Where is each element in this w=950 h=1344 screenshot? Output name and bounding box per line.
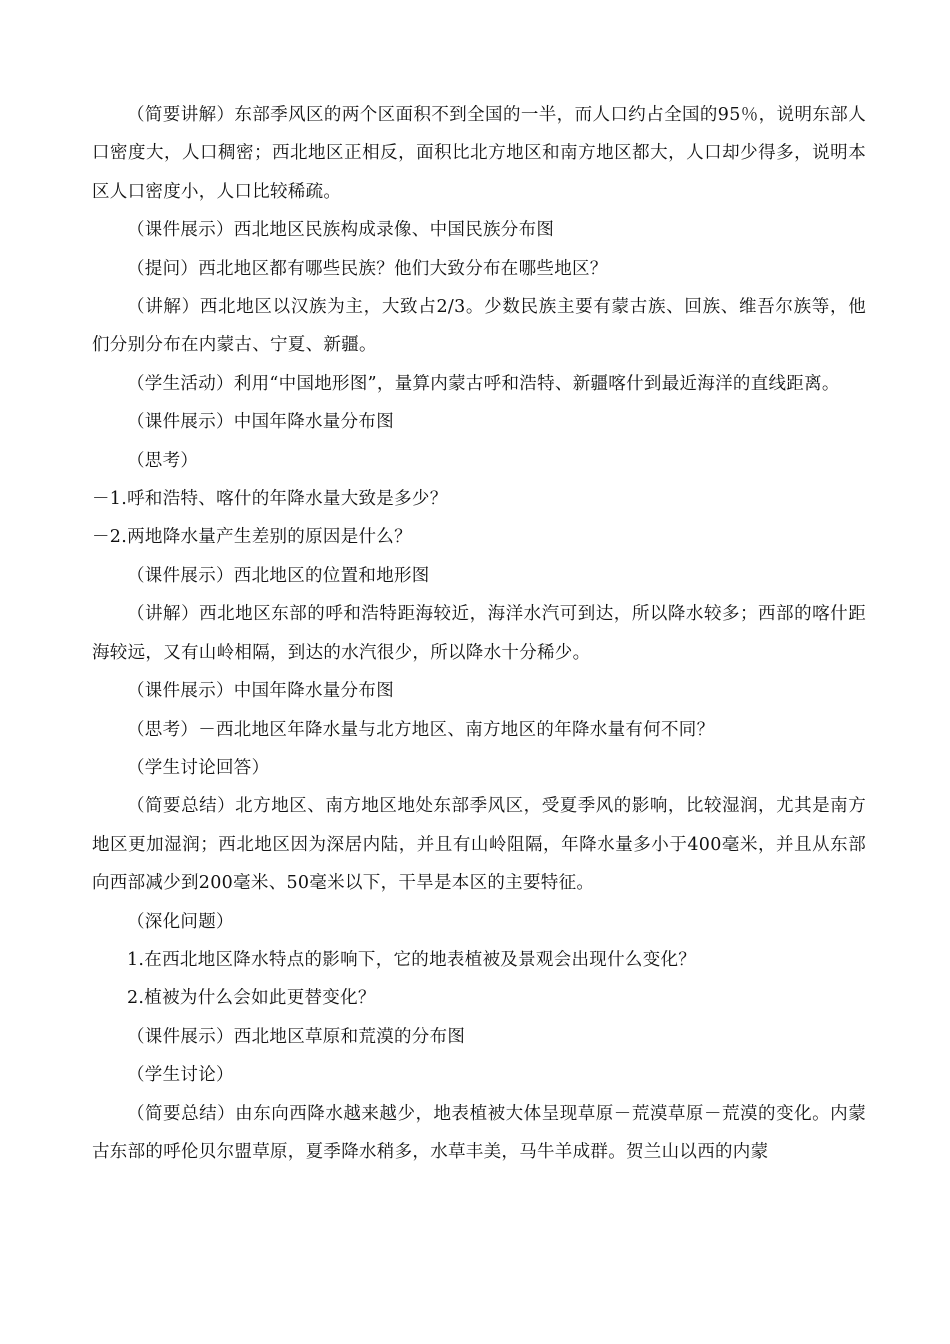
paragraph-think-item-2: －2.两地降水量产生差别的原因是什么？ — [92, 527, 412, 548]
paragraph-deepening-question-2: 2.植被为什么会如此更替变化？ — [127, 988, 376, 1009]
paragraph-question-ethnic-groups: （提问）西北地区都有哪些民族？他们大致分布在哪些地区？ — [127, 258, 608, 279]
paragraph-courseware-ethnic-video: （课件展示）西北地区民族构成录像、中国民族分布图 — [127, 220, 555, 241]
document-page — [92, 96, 866, 1171]
paragraph-think-compare-regions: （思考）－西北地区年降水量与北方地区、南方地区的年降水量有何不同？ — [127, 719, 715, 740]
paragraph-explanation-ethnic-distribution: （讲解）西北地区以汉族为主，大致占2/3。少数民族主要有蒙古族、回族、维吾尔族等，他们分别分布在内蒙古、宁夏、新疆。 — [92, 297, 866, 356]
paragraph-explanation-precipitation-difference: （讲解）西北地区东部的呼和浩特距海较近，海洋水汽可到达，所以降水较多；西部的喀什距海较远，又有山岭相隔，到达的水汽很少，所以降水十分稀少。 — [92, 604, 866, 663]
paragraph-student-activity-distance: （学生活动）利用“中国地形图”，量算内蒙古呼和浩特、新疆喀什到最近海洋的直线距离。 — [127, 373, 840, 394]
paragraph-courseware-grassland-desert: （课件展示）西北地区草原和荒漠的分布图 — [127, 1026, 466, 1047]
paragraph-deepening-questions-heading: （深化问题） — [127, 911, 234, 932]
paragraph-summary-vegetation: （简要总结）由东向西降水越来越少，地表植被大体呈现草原－荒漠草原－荒漠的变化。内蒙古东部的呼伦贝尔盟草原，夏季降水稍多，水草丰美，马牛羊成群。贺兰山以西的内蒙 — [92, 1103, 866, 1162]
paragraph-deepening-question-1: 1.在西北地区降水特点的影响下，它的地表植被及景观会出现什么变化？ — [127, 949, 697, 970]
paragraph-courseware-precipitation-map: （课件展示）中国年降水量分布图 — [127, 412, 394, 433]
paragraph-student-discussion: （学生讨论） — [127, 1065, 234, 1086]
paragraph-courseware-location-terrain: （课件展示）西北地区的位置和地形图 — [127, 565, 430, 586]
paragraph-brief-explanation-population: （简要讲解）东部季风区的两个区面积不到全国的一半，而人口约占全国的95％，说明东部人口密度大，人口稠密；西北地区正相反，面积比北方地区和南方地区都大，人口却少得多，说明本区人口密度小，人口比较稀疏。 — [92, 105, 866, 202]
paragraph-think-heading: （思考） — [127, 450, 199, 471]
paragraph-courseware-precipitation-map-2: （课件展示）中国年降水量分布图 — [127, 681, 394, 702]
paragraph-summary-precipitation: （简要总结）北方地区、南方地区地处东部季风区，受夏季风的影响，比较湿润，尤其是南方地区更加湿润；西北地区因为深居内陆，并且有山岭阻隔，年降水量多小于400毫米，并且从东部向西部减少到200毫米、50毫米以下，干旱是本区的主要特征。 — [92, 796, 866, 894]
paragraph-student-discussion-answer: （学生讨论回答） — [127, 757, 270, 778]
paragraph-think-item-1: －1.呼和浩特、喀什的年降水量大致是多少？ — [92, 489, 448, 510]
